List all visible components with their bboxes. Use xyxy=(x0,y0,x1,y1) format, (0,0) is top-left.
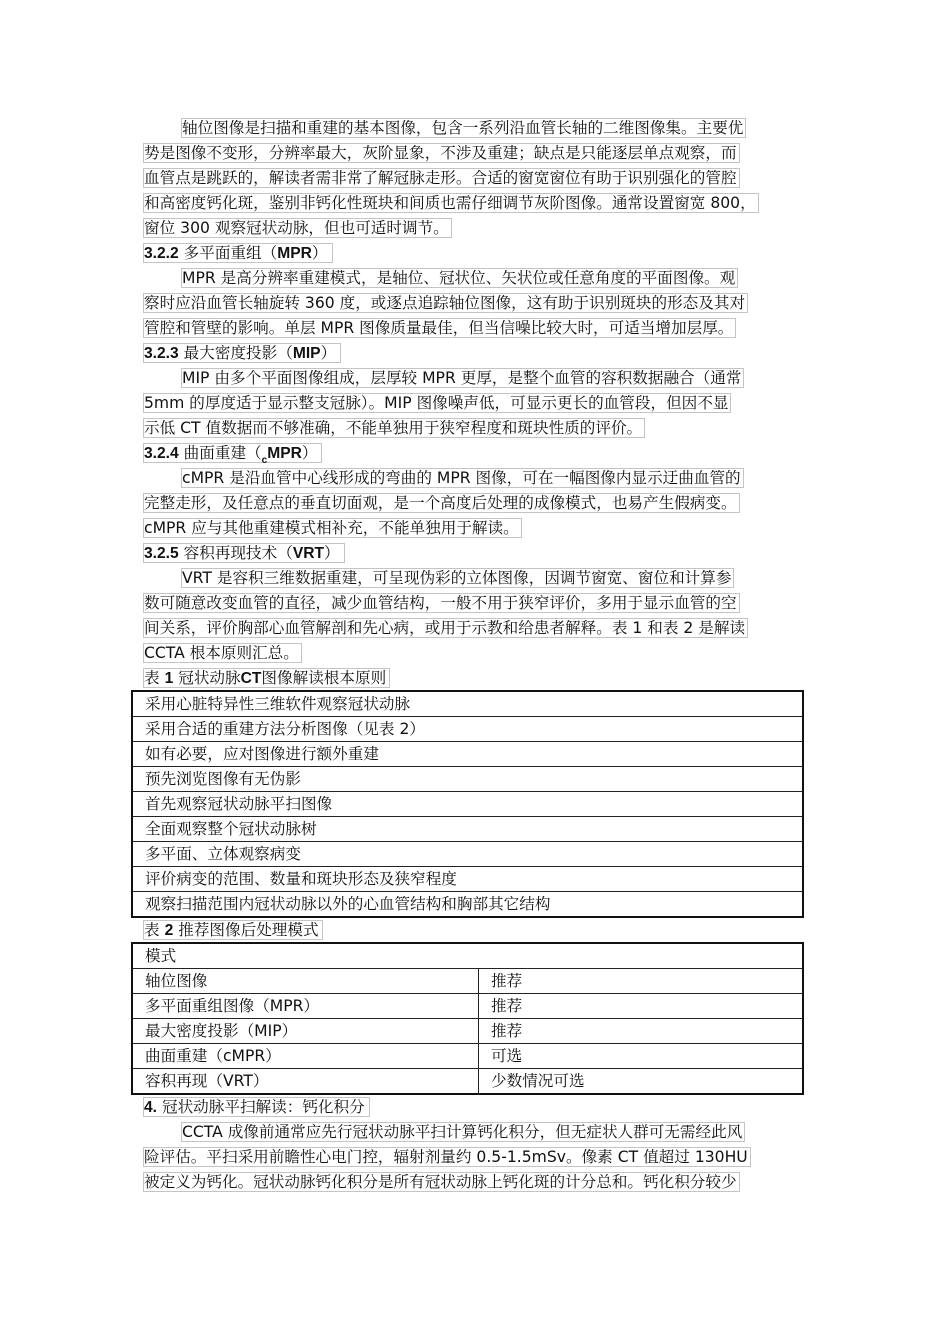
table-row xyxy=(132,842,803,867)
recommendation-cell: 推荐 xyxy=(479,1019,804,1044)
text-line: 被定义为钙化。冠状动脉钙化积分是所有冠状动脉上钙化斑的计分总和。钙化积分较少 xyxy=(143,1170,808,1195)
text-line: MIP 由多个平面图像组成，层厚较 MPR 更厚，是整个血管的容积数据融合（通常 xyxy=(143,366,808,391)
mode-cell: 最大密度投影（MIP） xyxy=(132,1019,479,1044)
table-row xyxy=(132,792,803,817)
text-line: 势是图像不变形，分辨率最大，灰阶显象，不涉及重建；缺点是只能逐层单点观察，而 xyxy=(143,141,808,166)
table-row xyxy=(132,767,803,792)
text-line: 示低 CT 值数据而不够准确，不能单独用于狭窄程度和斑块性质的评价。 xyxy=(143,416,808,441)
vrt-paragraph xyxy=(143,566,808,666)
table1-caption: 表 1 冠状动脉CT图像解读根本原则 xyxy=(143,666,808,690)
table-cell: 采用心脏特异性三维软件观察冠状动脉 xyxy=(132,691,803,717)
table-row xyxy=(132,717,803,742)
text-line: 5mm 的厚度适于显示整支冠脉）。MIP 图像噪声低，可显示更长的血管段，但因不显 xyxy=(143,391,808,416)
table-row xyxy=(132,742,803,767)
section-heading-vrt: 3.2.5 容积再现技术（VRT） xyxy=(143,541,808,566)
calcium-paragraph xyxy=(143,1120,808,1195)
text-line: CCTA 成像前通常应先行冠状动脉平扫计算钙化积分，但无症状人群可无需经此风 xyxy=(143,1120,808,1145)
table2-caption: 表 2 推荐图像后处理模式 xyxy=(143,918,808,942)
text-line: 完整走形，及任意点的垂直切面观，是一个高度后处理的成像模式，也易产生假病变。 xyxy=(143,491,808,516)
table-row xyxy=(132,969,803,994)
table-row xyxy=(132,691,803,717)
text-line: 数可随意改变血管的直径，减少血管结构，一般不用于狭窄评价，多用于显示血管的空 xyxy=(143,591,808,616)
recommendation-cell: 可选 xyxy=(479,1044,804,1069)
mip-paragraph xyxy=(143,366,808,441)
section-heading-cmpr: 3.2.4 曲面重建$(_cMPR)$ xyxy=(143,441,808,466)
text-line: VRT 是容积三维数据重建，可呈现伪彩的立体图像，因调节窗宽、窗位和计算参 xyxy=(143,566,808,591)
section-heading-mpr: 3.2.2 多平面重组（MPR） xyxy=(143,241,808,266)
table-cell: 如有必要，应对图像进行额外重建 xyxy=(132,742,803,767)
table-cell: 评价病变的范围、数量和斑块形态及狭窄程度 xyxy=(132,867,803,892)
table-cell: 观察扫描范围内冠状动脉以外的心血管结构和胸部其它结构 xyxy=(132,892,803,918)
mpr-paragraph xyxy=(143,266,808,341)
intro-paragraph xyxy=(143,116,808,241)
text-line: cMPR 应与其他重建模式相补充，不能单独用于解读。 xyxy=(143,516,808,541)
table-row xyxy=(132,1044,803,1069)
table-cell: 预先浏览图像有无伪影 xyxy=(132,767,803,792)
mode-cell: 多平面重组图像（MPR） xyxy=(132,994,479,1019)
table-row xyxy=(132,817,803,842)
text-line: 间关系，评价胸部心血管解剖和先心病，或用于示教和给患者解释。表 1 和表 2 是解读 xyxy=(143,616,808,641)
table-cell: 全面观察整个冠状动脉树 xyxy=(132,817,803,842)
table-header-cell: 模式 xyxy=(132,943,803,969)
text-line: MPR 是高分辨率重建模式，是轴位、冠状位、矢状位或任意角度的平面图像。观 xyxy=(143,266,808,291)
text-line: CCTA 根本原则汇总。 xyxy=(143,641,808,666)
recommendation-cell: 少数情况可选 xyxy=(479,1069,804,1095)
section-heading-calcium: 4. 冠状动脉平扫解读：钙化积分 xyxy=(143,1095,808,1120)
table-cell: 采用合适的重建方法分析图像（见表 2） xyxy=(132,717,803,742)
table1 xyxy=(131,690,804,918)
text-line: 和高密度钙化斑，鉴别非钙化性斑块和间质也需仔细调节灰阶图像。通常设置窗宽 800， xyxy=(143,191,808,216)
text-line: 险评估。平扫采用前瞻性心电门控，辐射剂量约 0.5-1.5mSv。像素 CT 值超过 130HU xyxy=(143,1145,808,1170)
table-row xyxy=(132,1019,803,1044)
table-header-row xyxy=(132,943,803,969)
table-row xyxy=(132,994,803,1019)
table2 xyxy=(131,942,804,1095)
table-row xyxy=(132,892,803,918)
text-line: cMPR 是沿血管中心线形成的弯曲的 MPR 图像，可在一幅图像内显示迂曲血管的 xyxy=(143,466,808,491)
text-line: 轴位图像是扫描和重建的基本图像，包含一系列沿血管长轴的二维图像集。主要优 xyxy=(143,116,808,141)
table-row xyxy=(132,867,803,892)
recommendation-cell: 推荐 xyxy=(479,969,804,994)
table-cell: 多平面、立体观察病变 xyxy=(132,842,803,867)
cmpr-paragraph xyxy=(143,466,808,541)
text-line: 窗位 300 观察冠状动脉，但也可适时调节。 xyxy=(143,216,808,241)
table-cell: 首先观察冠状动脉平扫图像 xyxy=(132,792,803,817)
table-row xyxy=(132,1069,803,1095)
text-line: 察时应沿血管长轴旋转 360 度，或逐点追踪轴位图像，这有助于识别斑块的形态及其对 xyxy=(143,291,808,316)
section-heading-mip: 3.2.3 最大密度投影（MIP） xyxy=(143,341,808,366)
text-line: 血管点是跳跃的，解读者需非常了解冠脉走形。合适的窗宽窗位有助于识别强化的管腔 xyxy=(143,166,808,191)
mode-cell: 轴位图像 xyxy=(132,969,479,994)
recommendation-cell: 推荐 xyxy=(479,994,804,1019)
text-line: 管腔和管壁的影响。单层 MPR 图像质量最佳，但当信噪比较大时，可适当增加层厚。 xyxy=(143,316,808,341)
mode-cell: 曲面重建（cMPR） xyxy=(132,1044,479,1069)
mode-cell: 容积再现（VRT） xyxy=(132,1069,479,1095)
document-page xyxy=(143,116,808,1195)
